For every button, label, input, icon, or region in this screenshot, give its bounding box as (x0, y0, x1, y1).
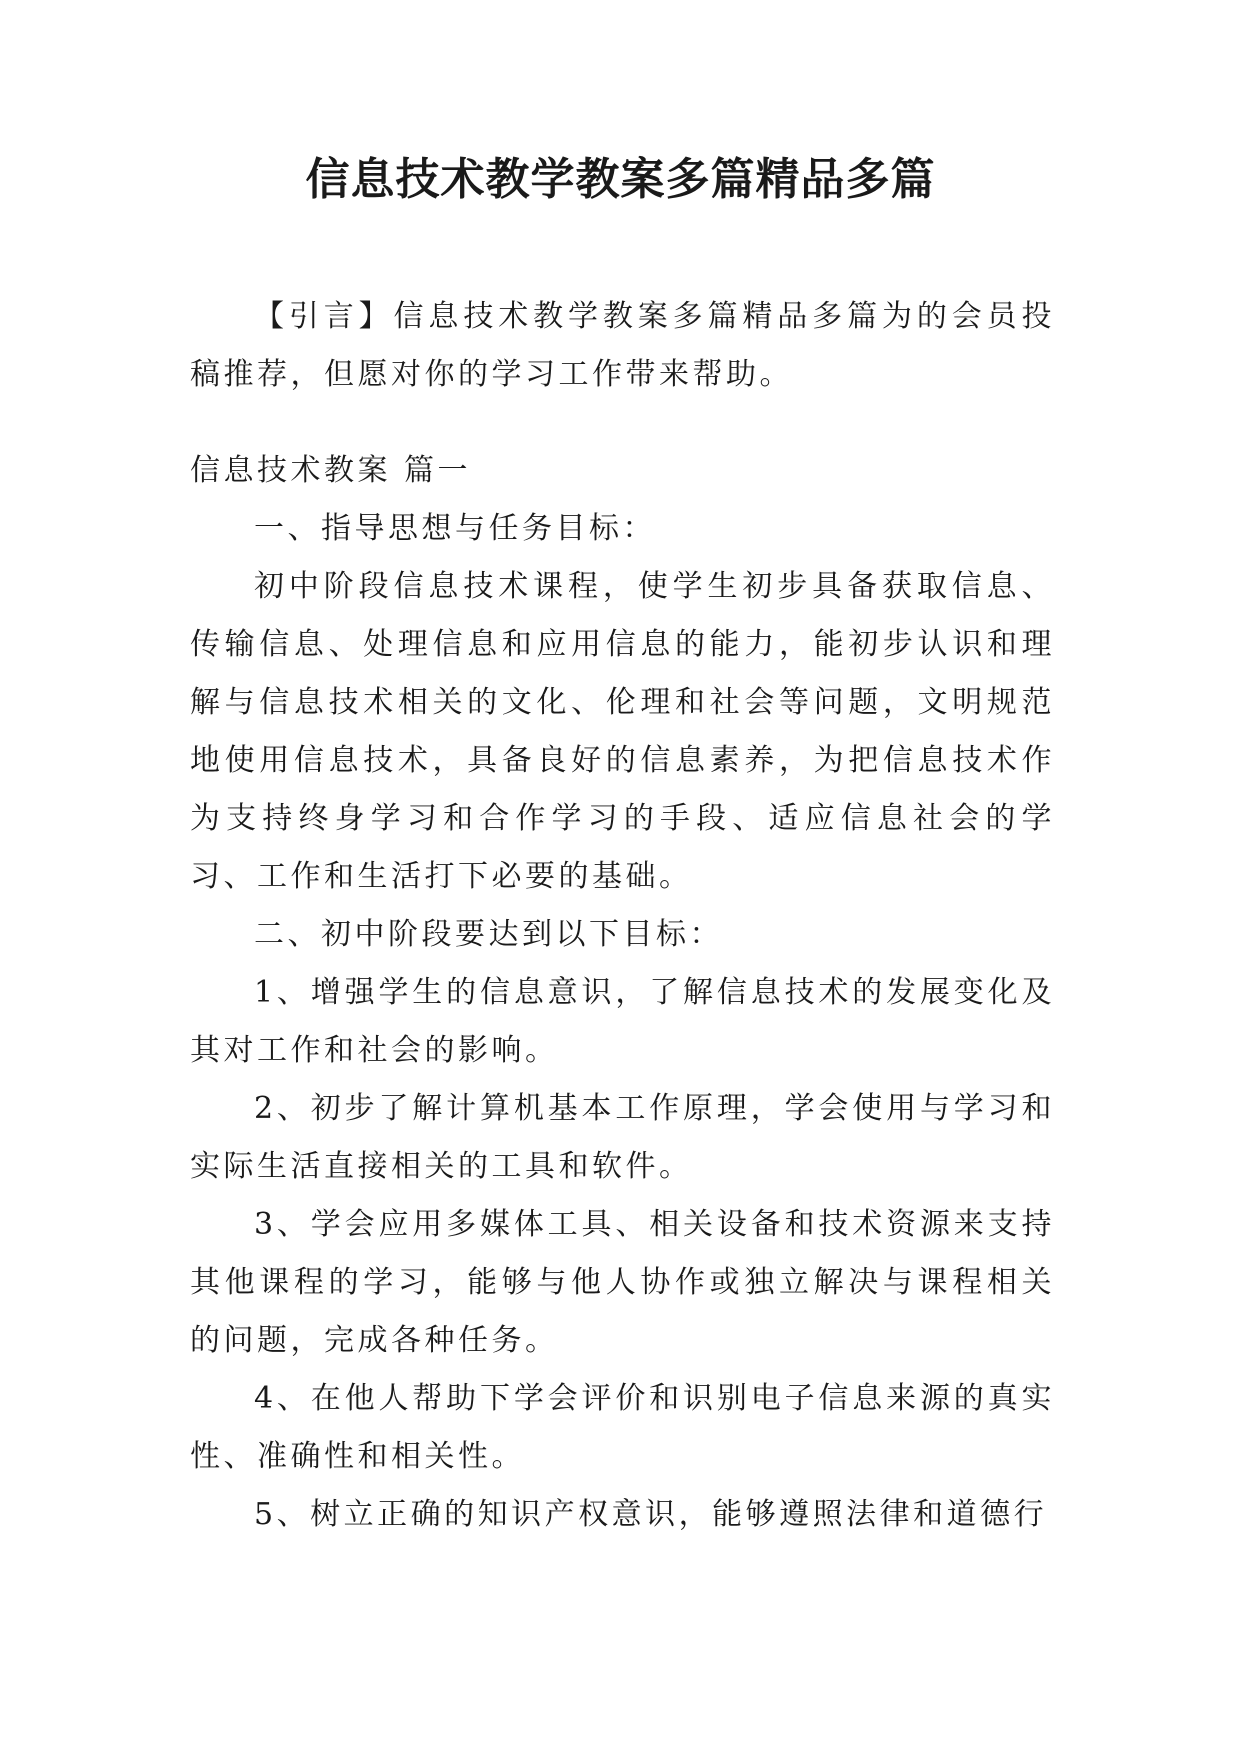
paragraph: 初中阶段信息技术课程，使学生初步具备获取信息、传输信息、处理信息和应用信息的能力，能初步认识和理解与信息技术相关的文化、伦理和社会等问题，文明规范地使用信息技术，具备良好的信息素养，为把信息技术作为支持终身学习和合作学习的手段、适应信息社会的学习、工作和生活打下必要的基础。 (190, 569, 1055, 894)
paragraph: 2、初步了解计算机基本工作原理，学会使用与学习和实际生活直接相关的工具和软件。 (190, 1091, 1055, 1184)
document-body (190, 288, 1055, 1544)
paragraph: 4、在他人帮助下学会评价和识别电子信息来源的真实性、准确性和相关性。 (190, 1381, 1055, 1474)
paragraph: 一、指导思想与任务目标： (254, 511, 656, 546)
document-title: 信息技术教学教案多篇精品多篇 (305, 154, 936, 205)
paragraph: 1、增强学生的信息意识，了解信息技术的发展变化及其对工作和社会的影响。 (190, 975, 1055, 1068)
section-heading: 信息技术教案 篇一 (190, 453, 472, 488)
paragraph: 5、树立正确的知识产权意识，能够遵照法律和道德行 (254, 1497, 1048, 1532)
paragraph: 3、学会应用多媒体工具、相关设备和技术资源来支持其他课程的学习，能够与他人协作或独立解决与课程相关的问题，完成各种任务。 (190, 1207, 1055, 1358)
intro-paragraph: 【引言】信息技术教学教案多篇精品多篇为的会员投稿推荐，但愿对你的学习工作带来帮助。 (190, 299, 1055, 392)
paragraph: 二、初中阶段要达到以下目标： (254, 917, 723, 952)
